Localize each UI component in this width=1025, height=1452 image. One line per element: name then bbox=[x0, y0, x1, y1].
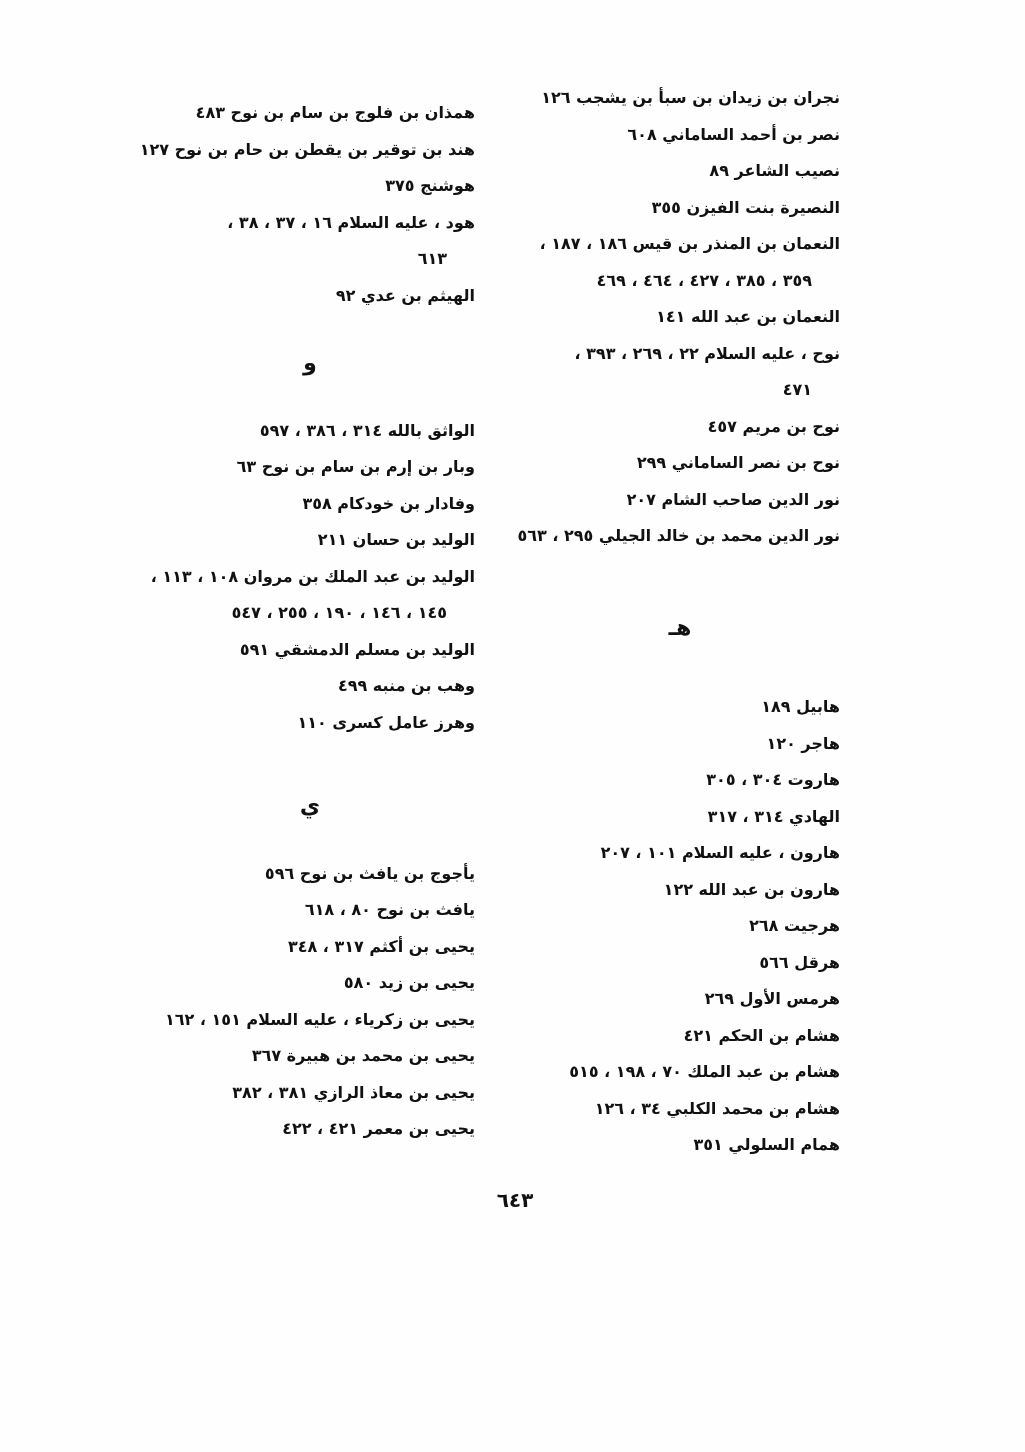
index-entry: النعمان بن المنذر بن قيس ١٨٦ ، ١٨٧ ، bbox=[539, 234, 840, 253]
index-entry: الواثق بالله ٣١٤ ، ٣٨٦ ، ٥٩٧ bbox=[259, 420, 475, 440]
index-entry-continuation: ١٤٥ ، ١٤٦ ، ١٩٠ ، ٢٥٥ ، ٥٤٧ bbox=[231, 603, 447, 622]
index-entry: هرقل ٥٦٦ bbox=[759, 952, 840, 972]
index-entry: هرمس الأول ٢٦٩ bbox=[704, 989, 840, 1008]
index-column-left bbox=[139, 95, 475, 1148]
index-entry: هند بن توقير بن يقطن بن حام بن نوح ١٢٧ bbox=[139, 139, 475, 159]
index-entry: نصيب الشاعر ٨٩ bbox=[709, 161, 840, 180]
index-entry: همام السلولي ٣٥١ bbox=[693, 1135, 840, 1154]
index-entry: نوح بن نصر الساماني ٢٩٩ bbox=[636, 453, 840, 472]
index-entry-continuation: ٤٧١ bbox=[782, 380, 812, 399]
index-column-right bbox=[517, 80, 840, 1164]
index-entry: نور الدين محمد بن خالد الجيلي ٢٩٥ ، ٥٦٣ bbox=[517, 526, 840, 545]
index-entry: هاروت ٣٠٤ ، ٣٠٥ bbox=[706, 770, 840, 789]
index-entry: هاجر ١٢٠ bbox=[766, 733, 840, 753]
section-letter-waw: و bbox=[303, 351, 317, 376]
index-entry: نصر بن أحمد الساماني ٦٠٨ bbox=[627, 124, 840, 144]
index-entry: يحيى بن محمد بن هبيرة ٣٦٧ bbox=[251, 1046, 475, 1065]
index-entry: نوح ، عليه السلام ٢٢ ، ٢٦٩ ، ٣٩٣ ، bbox=[574, 343, 840, 363]
index-entry: همذان بن فلوج بن سام بن نوح ٤٨٣ bbox=[195, 103, 475, 122]
index-entry: هشام بن محمد الكلبي ٣٤ ، ١٢٦ bbox=[594, 1098, 840, 1118]
index-entry-continuation: ٣٥٩ ، ٣٨٥ ، ٤٢٧ ، ٤٦٤ ، ٤٦٩ bbox=[596, 270, 812, 290]
index-entry: وهب بن منبه ٤٩٩ bbox=[337, 676, 475, 695]
index-entry: هارون ، عليه السلام ١٠١ ، ٢٠٧ bbox=[600, 843, 840, 862]
index-entry: يأجوج بن يافث بن نوح ٥٩٦ bbox=[264, 863, 475, 883]
index-entry-continuation: ٦١٣ bbox=[417, 249, 447, 268]
index-entry: نوح بن مريم ٤٥٧ bbox=[707, 416, 840, 436]
index-entry: يافث بن نوح ٨٠ ، ٦١٨ bbox=[304, 900, 475, 919]
section-letter-ha: هـ bbox=[668, 615, 692, 641]
index-entry: النعمان بن عبد الله ١٤١ bbox=[656, 307, 840, 326]
index-entry: وبار بن إرم بن سام بن نوح ٦٣ bbox=[236, 457, 475, 476]
index-entry: يحيى بن معمر ٤٢١ ، ٤٢٢ bbox=[282, 1119, 475, 1138]
index-entry: يحيى بن معاذ الرازي ٣٨١ ، ٣٨٢ bbox=[232, 1082, 475, 1102]
section-letter-ya: ي bbox=[299, 794, 321, 819]
index-entry: نور الدين صاحب الشام ٢٠٧ bbox=[626, 489, 840, 509]
index-entry: هشام بن عبد الملك ٧٠ ، ١٩٨ ، ٥١٥ bbox=[569, 1062, 840, 1081]
index-entry: وفادار بن خودكام ٣٥٨ bbox=[302, 493, 475, 513]
index-entry: هارون بن عبد الله ١٢٢ bbox=[663, 879, 840, 899]
index-entry: هشام بن الحكم ٤٢١ bbox=[683, 1025, 840, 1045]
index-entry: وهرز عامل كسرى ١١٠ bbox=[297, 712, 475, 732]
index-entry: النصيرة بنت الفيزن ٣٥٥ bbox=[651, 197, 840, 217]
index-entry: هود ، عليه السلام ١٦ ، ٣٧ ، ٣٨ ، bbox=[227, 212, 475, 232]
index-entry: يحيى بن زكرياء ، عليه السلام ١٥١ ، ١٦٢ bbox=[165, 1009, 475, 1029]
index-entry: الهيثم بن عدي ٩٢ bbox=[335, 285, 475, 305]
index-entry: الوليد بن مسلم الدمشقي ٥٩١ bbox=[239, 639, 475, 659]
index-entry: هابيل ١٨٩ bbox=[761, 697, 840, 716]
index-entry: الوليد بن حسان ٢١١ bbox=[317, 530, 475, 549]
index-entry: الوليد بن عبد الملك بن مروان ١٠٨ ، ١١٣ ، bbox=[150, 566, 475, 586]
index-entry: هوشنج ٣٧٥ bbox=[385, 176, 475, 195]
index-entry: يحيى بن زيد ٥٨٠ bbox=[343, 973, 475, 992]
index-entry: يحيى بن أكثم ٣١٧ ، ٣٤٨ bbox=[287, 936, 475, 956]
index-entry: هرجيت ٢٦٨ bbox=[749, 916, 840, 935]
index-entry: الهادي ٣١٤ ، ٣١٧ bbox=[707, 806, 840, 826]
index-entry: نجران بن زيدان بن سبأ بن يشجب ١٢٦ bbox=[541, 88, 840, 107]
page-number: ٦٤٣ bbox=[496, 1188, 534, 1212]
